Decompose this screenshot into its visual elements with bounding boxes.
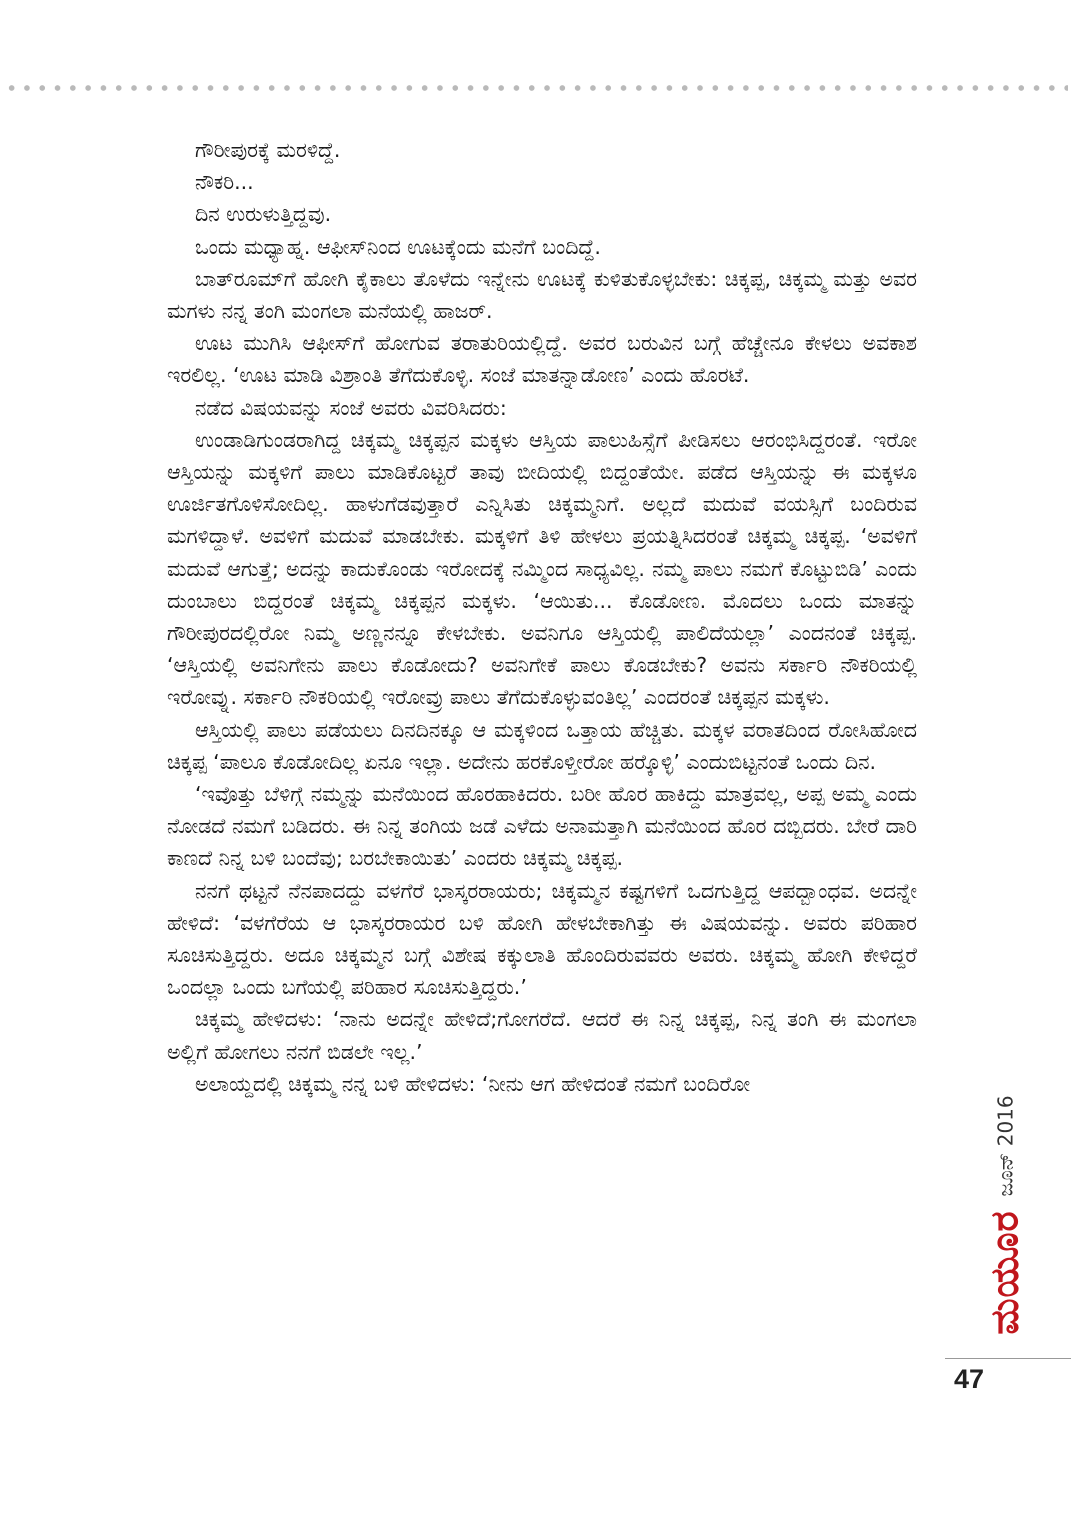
paragraph: ಒಂದು ಮಧ್ಯಾಹ್ನ. ಆಫೀಸ್‌ನಿಂದ ಊಟಕ್ಕೆಂದು ಮನೆಗೆ ಬಂದಿದ್ದೆ. [195, 234, 601, 259]
dotted-rule [4, 84, 1068, 92]
paragraph: ಅಲಾಯ್ದದಲ್ಲಿ ಚಿಕ್ಕಮ್ಮ ನನ್ನ ಬಳಿ ಹೇಳಿದಳು: ‘ನೀನು ಆಗ ಹೇಳಿದಂತೆ ನಮಗೆ ಬಂದಿರೋ [195, 1071, 751, 1096]
story-text [167, 134, 917, 1100]
paragraph: ದಿನ ಉರುಳುತ್ತಿದ್ದವು. [195, 202, 332, 227]
paragraph: ಊಟ ಮುಗಿಸಿ ಆಫೀಸ್‌ಗೆ ಹೋಗುವ ತರಾತುರಿಯಲ್ಲಿದ್ದೆ. ಅವರ ಬರುವಿನ ಬಗ್ಗೆ ಹೆಚ್ಚೇನೂ ಕೇಳಲು ಅವಕಾಶ ಇರಲಿಲ್ಲ. ‘ಊಟ ಮಾಡಿ ವಿಶ್ರಾಂತಿ ತೆಗೆದುಕೊಳ್ಳಿ. ಸಂಜೆ ಮಾತನ್ನಾಡೋಣ’ ಎಂದು ಹೊರಟೆ. [167, 331, 917, 388]
sidebar-rotated [983, 1095, 1028, 1334]
paragraph: ‘ಇವೊತ್ತು ಬೆಳಿಗ್ಗೆ ನಮ್ಮನ್ನು ಮನೆಯಿಂದ ಹೊರಹಾಕಿದರು. ಬರೀ ಹೊರ ಹಾಕಿದ್ದು ಮಾತ್ರವಲ್ಲ, ಅಪ್ಪ ಅಮ್ಮ ಎಂದು ನೋಡದೆ ನಮಗೆ ಬಡಿದರು. ಈ ನಿನ್ನ ತಂಗಿಯ ಜಡೆ ಎಳೆದು ಅನಾಮತ್ತಾಗಿ ಮನೆಯಿಂದ ಹೊರ ದಬ್ಬಿದರು. ಬೇರೆ ದಾರಿ ಕಾಣದೆ ನಿನ್ನ ಬಳಿ ಬಂದೆವು; ಬರಬೇಕಾಯಿತು’ ಎಂದರು ಚಿಕ್ಕಮ್ಮ ಚಿಕ್ಕಪ್ಪ. [167, 782, 917, 871]
issue-date: ಜೂನ್ 2016 [993, 1095, 1017, 1197]
paragraph: ನೌಕರಿ... [195, 170, 254, 195]
page-number-rule [945, 1358, 1071, 1359]
paragraph: ನನಗೆ ಥಟ್ಟನೆ ನೆನಪಾದದ್ದು ವಳಗೆರೆ ಭಾಸ್ಕರರಾಯರು; ಚಿಕ್ಕಮ್ಮನ ಕಷ್ಟಗಳಿಗೆ ಒದಗುತ್ತಿದ್ದ ಆಪದ್ಬಾಂಧವ. ಅದನ್ನೇ ಹೇಳಿದೆ: ‘ವಳಗೆರೆಯ ಆ ಭಾಸ್ಕರರಾಯರ ಬಳಿ ಹೋಗಿ ಹೇಳಬೇಕಾಗಿತ್ತು ಈ ವಿಷಯವನ್ನು. ಅವರು ಪರಿಹಾರ ಸೂಚಿಸುತ್ತಿದ್ದರು. ಅದೂ ಚಿಕ್ಕಮ್ಮನ ಬಗ್ಗೆ ವಿಶೇಷ ಕಕ್ಕುಲಾತಿ ಹೊಂದಿರುವವರು ಅವರು. ಚಿಕ್ಕಮ್ಮ ಹೋಗಿ ಕೇಳಿದ್ದರೆ ಒಂದಲ್ಲಾ ಒಂದು ಬಗೆಯಲ್ಲಿ ಪರಿಹಾರ ಸೂಚಿಸುತ್ತಿದ್ದರು.’ [167, 878, 917, 1000]
paragraph: ಬಾತ್‌ರೂಮ್‌ಗೆ ಹೋಗಿ ಕೈಕಾಲು ತೊಳೆದು ಇನ್ನೇನು ಊಟಕ್ಕೆ ಕುಳಿತುಕೊಳ್ಳಬೇಕು: ಚಿಕ್ಕಪ್ಪ, ಚಿಕ್ಕಮ್ಮ ಮತ್ತು ಅವರ ಮಗಳು ನನ್ನ ತಂಗಿ ಮಂಗಲಾ ಮನೆಯಲ್ಲಿ ಹಾಜರ್. [167, 266, 917, 324]
paragraph: ಆಸ್ತಿಯಲ್ಲಿ ಪಾಲು ಪಡೆಯಲು ದಿನದಿನಕ್ಕೂ ಆ ಮಕ್ಕಳಿಂದ ಒತ್ತಾಯ ಹೆಚ್ಚಿತು. ಮಕ್ಕಳ ವರಾತದಿಂದ ರೋಸಿಹೋದ ಚಿಕ್ಕಪ್ಪ ‘ಪಾಲೂ ಕೊಡೋದಿಲ್ಲ ಏನೂ ಇಲ್ಲಾ. ಅದೇನು ಹರಕೊಳ್ತೀರೋ ಹರ್‍ಕೊಳ್ಳಿ’ ಎಂದುಬಿಟ್ಟನಂತೆ ಒಂದು ದಿನ. [167, 717, 917, 774]
magazine-logo: ಮಯೂರ [982, 1210, 1027, 1335]
paragraph: ಉಂಡಾಡಿಗುಂಡರಾಗಿದ್ದ ಚಿಕ್ಕಮ್ಮ ಚಿಕ್ಕಪ್ಪನ ಮಕ್ಕಳು ಆಸ್ತಿಯ ಪಾಲುಹಿಸ್ಸೆಗೆ ಪೀಡಿಸಲು ಆರಂಭಿಸಿದ್ದರಂತೆ. ಇರೋ ಆಸ್ತಿಯನ್ನು ಮಕ್ಕಳಿಗೆ ಪಾಲು ಮಾಡಿಕೊಟ್ಟರೆ ತಾವು ಬೀದಿಯಲ್ಲಿ ಬಿದ್ದಂತೆಯೇ. ಪಡೆದ ಆಸ್ತಿಯನ್ನು ಈ ಮಕ್ಕಳೂ ಊರ್ಜಿತಗೊಳಿಸೋದಿಲ್ಲ. ಹಾಳುಗೆಡವುತ್ತಾರೆ ಎನ್ನಿಸಿತು ಚಿಕ್ಕಮ್ಮನಿಗೆ. ಅಲ್ಲದೆ ಮದುವೆ ವಯಸ್ಸಿಗೆ ಬಂದಿರುವ ಮಗಳಿದ್ದಾಳೆ. ಅವಳಿಗೆ ಮದುವೆ ಮಾಡಬೇಕು. ಮಕ್ಕಳಿಗೆ ತಿಳಿ ಹೇಳಲು ಪ್ರಯತ್ನಿಸಿದರಂತೆ ಚಿಕ್ಕಮ್ಮ ಚಿಕ್ಕಪ್ಪ. ‘ಅವಳಿಗೆ ಮದುವೆ ಆಗುತ್ತೆ; ಅದನ್ನು ಕಾದುಕೊಂಡು ಇರೋದಕ್ಕೆ ನಮ್ಮಿಂದ ಸಾಧ್ಯವಿಲ್ಲ. ನಮ್ಮ ಪಾಲು ನಮಗೆ ಕೊಟ್ಟುಬಿಡಿ’ ಎಂದು ದುಂಬಾಲು ಬಿದ್ದರಂತೆ ಚಿಕ್ಕಮ್ಮ ಚಿಕ್ಕಪ್ಪನ ಮಕ್ಕಳು. ‘ಆಯಿತು... ಕೊಡೋಣ. ಮೊದಲು ಒಂದು ಮಾತನ್ನು ಗೌರೀಪುರದಲ್ಲಿರೋ ನಿಮ್ಮ ಅಣ್ಣನನ್ನೂ ಕೇಳಬೇಕು. ಅವನಿಗೂ ಆಸ್ತಿಯಲ್ಲಿ ಪಾಲಿದೆಯಲ್ಲಾ’ ಎಂದನಂತೆ ಚಿಕ್ಕಪ್ಪ. ‘ಆಸ್ತಿಯಲ್ಲಿ ಅವನಿಗೇನು ಪಾಲು ಕೊಡೋದು? ಅವನಿಗೇಕೆ ಪಾಲು ಕೊಡಬೇಕು? ಅವನು ಸರ್ಕಾರಿ ನೌಕರಿಯಲ್ಲಿ ಇರೋವ್ನು. ಸರ್ಕಾರಿ ನೌಕರಿಯಲ್ಲಿ ಇರೋವ್ರು ಪಾಲು ತೆಗೆದುಕೊಳ್ಳುವಂತಿಲ್ಲ’ ಎಂದರಂತೆ ಚಿಕ್ಕಪ್ಪನ ಮಕ್ಕಳು. [167, 427, 917, 710]
page-number: 47 [954, 1364, 985, 1394]
magazine-sidebar [940, 1088, 1070, 1343]
paragraph: ಚಿಕ್ಕಮ್ಮ ಹೇಳಿದಳು: ‘ನಾನು ಅದನ್ನೇ ಹೇಳಿದೆ;ಗೋಗರೆದೆ. ಆದರೆ ಈ ನಿನ್ನ ಚಿಕ್ಕಪ್ಪ, ನಿನ್ನ ತಂಗಿ ಈ ಮಂಗಲಾ ಅಲ್ಲಿಗೆ ಹೋಗಲು ನನಗೆ ಬಿಡಲೇ ಇಲ್ಲ.’ [167, 1007, 917, 1064]
paragraph: ಗೌರೀಪುರಕ್ಕೆ ಮರಳಿದ್ದೆ. [195, 138, 341, 162]
paragraph: ನಡೆದ ವಿಷಯವನ್ನು ಸಂಜೆ ಅವರು ವಿವರಿಸಿದರು: [195, 395, 507, 420]
